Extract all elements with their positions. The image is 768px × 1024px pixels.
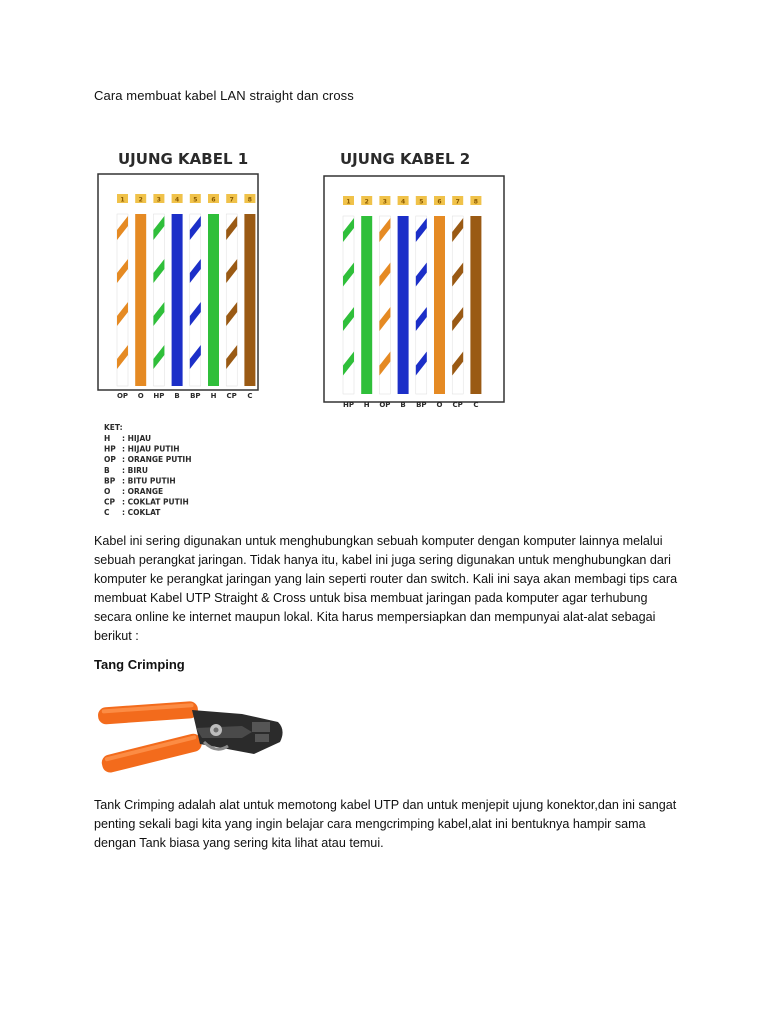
legend-name: : HIJAU PUTIH xyxy=(122,444,180,454)
wire-O xyxy=(434,216,445,394)
pin-number: 1 xyxy=(346,198,351,206)
legend-title: KET: xyxy=(104,423,123,432)
crimping-paragraph: Tank Crimping adalah alat untuk memotong kabel UTP dan untuk menjepit ujung konektor,dan ini sangat penting sekali bagi kita yang ingin belajar cara mengcrimping kabel,alat ini bentuknya hampir sama dengan Tank biasa yang sering kita lihat atau temui. xyxy=(94,798,677,850)
legend-code: H xyxy=(104,434,111,443)
legend-code: B xyxy=(104,465,110,475)
legend-code: C xyxy=(104,508,110,518)
legend-code: O xyxy=(104,487,111,496)
wire-B xyxy=(172,214,183,386)
pin-number: 1 xyxy=(120,196,125,204)
connector-title-1: UJUNG KABEL 1 xyxy=(118,150,249,168)
wire-label: C xyxy=(247,392,253,400)
legend-code: CP xyxy=(104,497,116,507)
pin-number: 3 xyxy=(156,196,161,204)
legend-name: : BIRU xyxy=(122,465,148,475)
wire-label: OP xyxy=(116,392,129,400)
pin-number: 2 xyxy=(364,198,369,206)
pin-number: 6 xyxy=(211,196,216,204)
wire-label: B xyxy=(400,401,406,409)
legend-name: : ORANGE PUTIH xyxy=(122,455,192,465)
connector-title-2: UJUNG KABEL 2 xyxy=(340,150,471,168)
document-title: Cara membuat kabel LAN straight dan cross xyxy=(94,88,354,103)
wire-C xyxy=(244,214,255,386)
wire-C xyxy=(470,216,481,394)
wire-label: H xyxy=(210,392,217,400)
crimping-tool-image xyxy=(92,688,292,784)
pin-number: 5 xyxy=(419,198,424,206)
wire-label: BP xyxy=(416,401,427,409)
wire-label: BP xyxy=(190,392,201,400)
legend-code: HP xyxy=(104,444,116,454)
wire-label: HP xyxy=(153,392,165,400)
legend-name: : BITU PUTIH xyxy=(122,476,176,486)
wire-label: CP xyxy=(226,392,237,400)
wire-label: H xyxy=(363,401,370,409)
legend-name: : ORANGE xyxy=(122,487,164,496)
legend-code: OP xyxy=(104,455,116,465)
pin-number: 4 xyxy=(401,198,406,206)
pin-number: 5 xyxy=(193,196,198,204)
wiring-diagram-svg xyxy=(92,144,510,520)
pin-number: 3 xyxy=(382,198,387,206)
wire-label: CP xyxy=(452,401,463,409)
intro-paragraph: Kabel ini sering digunakan untuk menghubungkan sebuah komputer dengan komputer lainnya melalui sebuah perangkat jaringan. Tidak hanya itu, kabel ini juga sering digunakan untuk menghubungkan dari komputer ke perangkat jaringan yang lain seperti router dan switch. Kali ini saya akan membagi tips cara membuat Kabel UTP Straight & Cross untuk bisa membuat jaringan pada komputer agar terhubung secara online ke internet maupun lokal. Kita harus mempersiapkan dan mempunyai alat-alat sebagai berikut : xyxy=(94,534,678,643)
pin-number: 4 xyxy=(175,196,180,204)
wire-B xyxy=(398,216,409,394)
pin-number: 7 xyxy=(455,198,460,206)
legend-name: : COKLAT PUTIH xyxy=(122,497,189,507)
pin-number: 6 xyxy=(437,198,442,206)
wire-label: B xyxy=(174,392,180,400)
pin-number: 8 xyxy=(247,196,252,204)
wire-label: O xyxy=(436,401,443,409)
crimping-tool-icon xyxy=(92,688,292,784)
wire-label: OP xyxy=(379,401,391,409)
legend-name: : COKLAT xyxy=(122,508,161,518)
utp-wiring-diagram xyxy=(92,144,510,520)
legend-name: : HIJAU xyxy=(122,434,152,443)
section-heading: Tang Crimping xyxy=(94,657,185,672)
wire-O xyxy=(135,214,146,386)
pin-number: 7 xyxy=(229,196,234,204)
wire-H xyxy=(361,216,372,394)
wire-label: HP xyxy=(343,401,354,409)
legend-code: BP xyxy=(104,476,116,486)
pin-number: 2 xyxy=(138,196,143,204)
wire-label: O xyxy=(137,392,144,400)
wire-label: C xyxy=(473,401,479,409)
wire-H xyxy=(208,214,219,386)
pin-number: 8 xyxy=(473,198,478,206)
